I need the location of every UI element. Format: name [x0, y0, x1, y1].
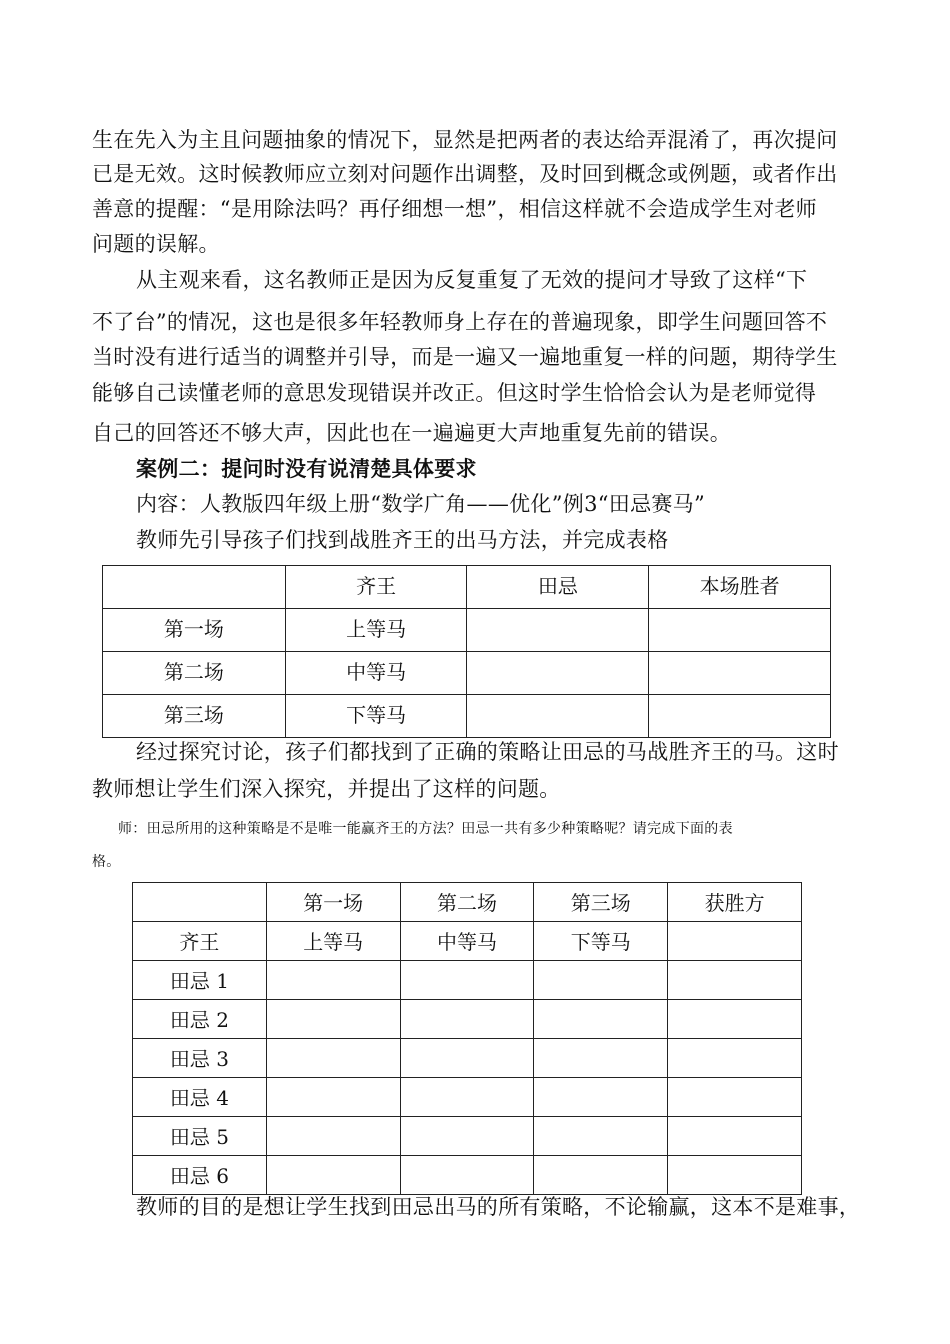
table-cell	[668, 1000, 802, 1039]
table-cell	[266, 1156, 400, 1195]
table-row	[133, 1078, 802, 1117]
table-row	[103, 609, 831, 652]
table-cell	[467, 695, 649, 738]
table-cell: 第一场	[103, 609, 286, 652]
text-line: 问题的误解。	[92, 232, 220, 256]
table-cell	[103, 566, 286, 609]
table-cell: 田忌 1	[133, 961, 267, 1000]
intro-line: 教师先引导孩子们找到战胜齐王的出马方法，并完成表格	[136, 528, 669, 552]
text-line: 教师想让学生们深入探究，并提出了这样的问题。	[92, 777, 561, 801]
table-cell: 田忌 2	[133, 1000, 267, 1039]
table-cell: 第二场	[103, 652, 286, 695]
table-cell	[668, 1039, 802, 1078]
table-cell: 获胜方	[668, 883, 802, 922]
table-cell	[534, 1156, 668, 1195]
text-line: 自己的回答还不够大声，因此也在一遍遍更大声地重复先前的错误。	[92, 421, 731, 445]
table-cell	[266, 1078, 400, 1117]
table-cell	[400, 1000, 534, 1039]
content-line: 内容：人教版四年级上册“数学广角——优化”例3“田忌赛马”	[136, 492, 706, 516]
table-cell	[534, 1000, 668, 1039]
table-cell: 田忌 4	[133, 1078, 267, 1117]
table-cell: 田忌 6	[133, 1156, 267, 1195]
table-row	[133, 922, 802, 961]
text-line: 善意的提醒：“是用除法吗？再仔细想一想”，相信这样就不会造成学生对老师	[92, 197, 817, 221]
table-cell	[266, 1039, 400, 1078]
table-header-row	[133, 883, 802, 922]
table-cell: 本场胜者	[649, 566, 831, 609]
table-cell	[266, 1000, 400, 1039]
table-cell	[133, 883, 267, 922]
table-cell: 田忌 3	[133, 1039, 267, 1078]
text-line: 生在先入为主且问题抽象的情况下，显然是把两者的表达给弄混淆了，再次提问	[92, 128, 838, 152]
table-cell	[534, 1078, 668, 1117]
table-cell	[400, 1117, 534, 1156]
table-cell	[400, 1078, 534, 1117]
table-cell: 齐王	[285, 566, 467, 609]
table-horse-order	[102, 565, 831, 738]
table-cell	[668, 1117, 802, 1156]
table-cell	[400, 961, 534, 1000]
table-row	[103, 695, 831, 738]
table-cell: 上等马	[285, 609, 467, 652]
table-cell: 齐王	[133, 922, 267, 961]
table-cell	[467, 609, 649, 652]
text-line: 教师的目的是想让学生找到田忌出马的所有策略，不论输赢，这本不是难事，	[136, 1195, 861, 1219]
text-line: 经过探究讨论，孩子们都找到了正确的策略让田忌的马战胜齐王的马。这时	[136, 740, 839, 764]
table-cell	[668, 1156, 802, 1195]
table-cell	[668, 1078, 802, 1117]
table-cell	[668, 961, 802, 1000]
table-row	[133, 961, 802, 1000]
table-cell	[534, 961, 668, 1000]
table-cell: 第三场	[534, 883, 668, 922]
table-cell	[668, 922, 802, 961]
table-cell	[534, 1117, 668, 1156]
text-line: 当时没有进行适当的调整并引导，而是一遍又一遍地重复一样的问题，期待学生	[92, 345, 838, 369]
table-cell: 第三场	[103, 695, 286, 738]
text-line: 不了台”的情况，这也是很多年轻教师身上存在的普遍现象，即学生问题回答不	[92, 310, 828, 334]
text-line: 已是无效。这时候教师应立刻对问题作出调整，及时回到概念或例题，或者作出	[92, 162, 838, 186]
table-strategies	[132, 882, 802, 1195]
table-row	[133, 1039, 802, 1078]
table-header-row	[103, 566, 831, 609]
table-cell: 中等马	[400, 922, 534, 961]
table-row	[133, 1000, 802, 1039]
table-cell: 第二场	[400, 883, 534, 922]
table-cell	[534, 1039, 668, 1078]
case-heading: 案例二：提问时没有说清楚具体要求	[136, 456, 477, 481]
table-cell	[266, 961, 400, 1000]
table-row	[133, 1117, 802, 1156]
table-row	[133, 1156, 802, 1195]
table-cell: 第一场	[266, 883, 400, 922]
table-cell	[400, 1039, 534, 1078]
table-cell	[400, 1156, 534, 1195]
table-cell: 中等马	[285, 652, 467, 695]
table-cell	[266, 1117, 400, 1156]
table-cell	[467, 652, 649, 695]
table-cell: 田忌	[467, 566, 649, 609]
table-cell: 上等马	[266, 922, 400, 961]
text-line: 从主观来看，这名教师正是因为反复重复了无效的提问才导致了这样“下	[136, 268, 808, 292]
teacher-question: 格。	[92, 854, 121, 870]
teacher-question: 师：田忌所用的这种策略是不是唯一能赢齐王的方法？田忌一共有多少种策略呢？请完成下面的表	[118, 821, 733, 837]
table-row	[103, 652, 831, 695]
table-cell: 田忌 5	[133, 1117, 267, 1156]
table-cell	[649, 609, 831, 652]
text-line: 能够自己读懂老师的意思发现错误并改正。但这时学生恰恰会认为是老师觉得	[92, 381, 817, 405]
table-cell	[649, 652, 831, 695]
table-cell	[649, 695, 831, 738]
table-cell: 下等马	[285, 695, 467, 738]
table-cell: 下等马	[534, 922, 668, 961]
